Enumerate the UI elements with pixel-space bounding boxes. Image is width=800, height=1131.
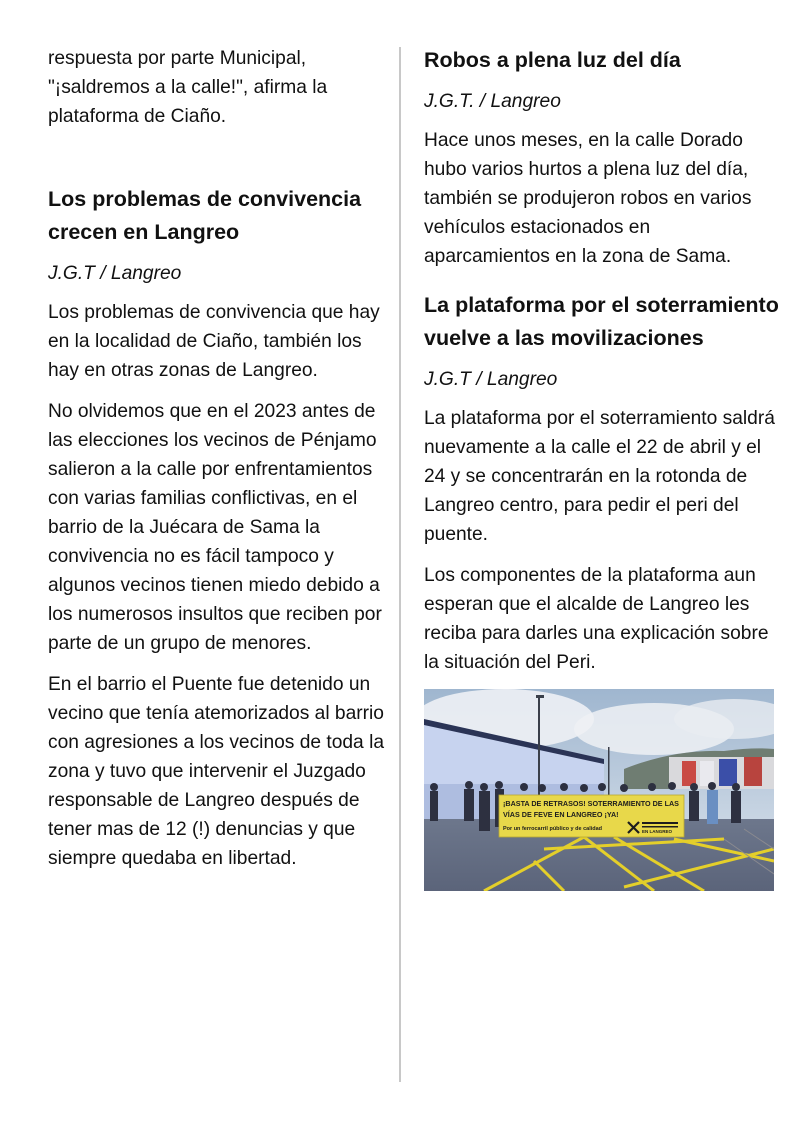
banner-text-line3: Por un ferrocarril público y de calidad	[503, 826, 603, 832]
continued-paragraph: respuesta por parte Municipal, "¡saldremos a la calle!", afirma la plataforma de Ciaño.	[48, 48, 328, 127]
article-paragraph: Los componentes de la plataforma aun esperan que el alcalde de Langreo les reciba para darles una explicación sobre la situación del Peri.	[424, 565, 769, 673]
article-robos	[424, 44, 780, 271]
article-paragraph: Los problemas de convivencia que hay en la localidad de Ciaño, también los hay en otras zonas de Langreo.	[48, 302, 380, 381]
column-divider	[399, 47, 401, 1082]
banner-text-line2: VÍAS DE FEVE EN LANGREO ¡YA!	[503, 810, 619, 819]
article-headline: La plataforma por el soterramiento vuelve a las movilizaciones	[424, 293, 779, 350]
article-paragraph: No olvidemos que en el 2023 antes de las elecciones los vecinos de Pénjamo salieron a la calle por enfrentamientos con varias familias conflictivas, en el barrio de la Juécara de Sama la convivencia no es fácil tampoco y algunos vecinos tienen miedo debido a los numerosos insultos que reciben por parte de un grupo de menores.	[48, 401, 382, 654]
article-paragraph: Hace unos meses, en la calle Dorado hubo varios hurtos a plena luz del día, también se produjeron robos en varios vehículos estacionados en aparcamientos en la zona de Sama.	[424, 130, 752, 267]
protest-banner	[499, 795, 684, 837]
banner-logo-text: EN LANGREO	[642, 829, 673, 834]
left-column	[48, 44, 388, 885]
article-byline: J.G.T. / Langreo	[424, 91, 561, 112]
article-convivencia	[48, 183, 388, 873]
article-paragraph: En el barrio el Puente fue detenido un vecino que tenía atemorizados al barrio con agresiones a los vecinos de toda la zona y tuvo que intervenir el Juzgado responsable de Langreo después de tener mas de 12 (!) denuncias y que siempre quedaba en libertad.	[48, 674, 384, 869]
protest-photo	[424, 689, 774, 891]
article-soterramiento	[424, 289, 780, 677]
article-headline: Los problemas de convivencia crecen en Langreo	[48, 187, 362, 244]
article-headline: Robos a plena luz del día	[424, 48, 681, 72]
article-byline: J.G.T / Langreo	[48, 263, 182, 284]
article-byline: J.G.T / Langreo	[424, 369, 558, 390]
right-column	[424, 44, 780, 891]
banner-text-line1: ¡BASTA DE RETRASOS! SOTERRAMIENTO DE LAS	[503, 799, 679, 808]
article-paragraph: La plataforma por el soterramiento saldrá nuevamente a la calle el 22 de abril y el 24 y se concentrarán en la rotonda de Langreo centro, para pedir el peri del puente.	[424, 408, 775, 545]
